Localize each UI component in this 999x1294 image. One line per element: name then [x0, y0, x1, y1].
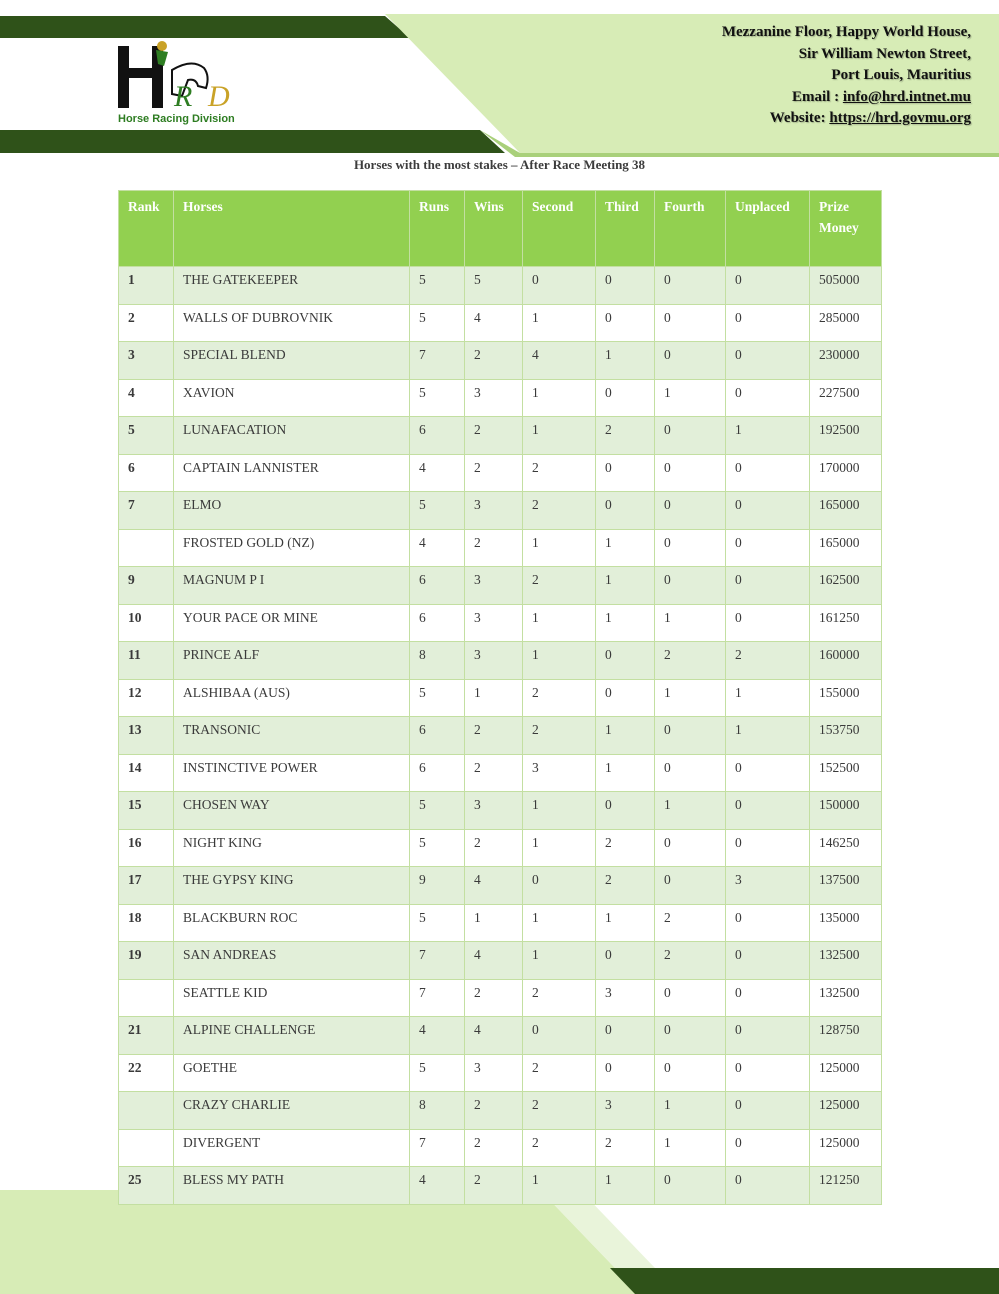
table-row [119, 267, 882, 305]
cell-unplaced: 0 [726, 1054, 810, 1092]
cell-fourth: 0 [655, 267, 726, 305]
cell-rank: 2 [119, 304, 174, 342]
cell-prize-money: 125000 [810, 1092, 882, 1130]
cell-wins: 3 [465, 792, 523, 830]
table-row [119, 1054, 882, 1092]
cell-prize-money: 132500 [810, 942, 882, 980]
cell-prize-money: 125000 [810, 1129, 882, 1167]
cell-third: 0 [596, 642, 655, 680]
cell-second: 1 [523, 604, 596, 642]
cell-runs: 7 [410, 979, 465, 1017]
cell-second: 0 [523, 867, 596, 905]
cell-runs: 5 [410, 829, 465, 867]
cell-third: 1 [596, 567, 655, 605]
cell-unplaced: 0 [726, 1167, 810, 1205]
table-row [119, 904, 882, 942]
table-row [119, 792, 882, 830]
cell-prize-money: 161250 [810, 604, 882, 642]
cell-second: 3 [523, 754, 596, 792]
cell-wins: 2 [465, 1092, 523, 1130]
cell-horse: THE GYPSY KING [174, 867, 410, 905]
cell-fourth: 1 [655, 604, 726, 642]
cell-prize-money: 160000 [810, 642, 882, 680]
cell-prize-money: 146250 [810, 829, 882, 867]
cell-rank [119, 979, 174, 1017]
cell-prize-money: 155000 [810, 679, 882, 717]
cell-unplaced: 0 [726, 1092, 810, 1130]
cell-fourth: 2 [655, 942, 726, 980]
cell-third: 0 [596, 1017, 655, 1055]
cell-horse: CRAZY CHARLIE [174, 1092, 410, 1130]
cell-runs: 5 [410, 379, 465, 417]
cell-second: 1 [523, 829, 596, 867]
cell-prize-money: 153750 [810, 717, 882, 755]
cell-runs: 9 [410, 867, 465, 905]
cell-runs: 5 [410, 267, 465, 305]
cell-runs: 5 [410, 492, 465, 530]
cell-runs: 4 [410, 454, 465, 492]
cell-runs: 6 [410, 417, 465, 455]
cell-runs: 7 [410, 1129, 465, 1167]
cell-rank: 15 [119, 792, 174, 830]
cell-rank: 12 [119, 679, 174, 717]
cell-wins: 3 [465, 1054, 523, 1092]
cell-wins: 4 [465, 867, 523, 905]
cell-wins: 2 [465, 754, 523, 792]
cell-unplaced: 0 [726, 829, 810, 867]
cell-rank: 13 [119, 717, 174, 755]
cell-unplaced: 0 [726, 529, 810, 567]
cell-third: 0 [596, 792, 655, 830]
cell-third: 0 [596, 492, 655, 530]
cell-prize-money: 162500 [810, 567, 882, 605]
cell-wins: 3 [465, 379, 523, 417]
cell-fourth: 0 [655, 717, 726, 755]
cell-horse: SPECIAL BLEND [174, 342, 410, 380]
cell-second: 2 [523, 1092, 596, 1130]
cell-runs: 7 [410, 942, 465, 980]
header-fourth: Fourth [655, 191, 726, 267]
table-row [119, 754, 882, 792]
cell-third: 1 [596, 604, 655, 642]
cell-runs: 5 [410, 1054, 465, 1092]
cell-horse: YOUR PACE OR MINE [174, 604, 410, 642]
cell-runs: 5 [410, 679, 465, 717]
cell-prize-money: 150000 [810, 792, 882, 830]
address-line-3: Port Louis, Mauritius [831, 67, 971, 83]
cell-runs: 6 [410, 567, 465, 605]
cell-prize-money: 227500 [810, 379, 882, 417]
cell-third: 3 [596, 1092, 655, 1130]
cell-third: 2 [596, 867, 655, 905]
cell-unplaced: 0 [726, 1129, 810, 1167]
cell-third: 0 [596, 942, 655, 980]
cell-third: 1 [596, 904, 655, 942]
email-label: Email : [792, 88, 843, 105]
cell-third: 1 [596, 754, 655, 792]
cell-fourth: 0 [655, 867, 726, 905]
document-title: Horses with the most stakes – After Race Meeting 38 [353, 157, 646, 172]
cell-rank: 5 [119, 417, 174, 455]
cell-wins: 3 [465, 604, 523, 642]
cell-horse: PRINCE ALF [174, 642, 410, 680]
logo-caption: Horse Racing Division [118, 113, 235, 125]
cell-unplaced: 0 [726, 942, 810, 980]
table-header-row [119, 191, 882, 267]
cell-runs: 8 [410, 1092, 465, 1130]
logo-h-left [118, 46, 129, 108]
cell-rank [119, 1129, 174, 1167]
website-link[interactable]: https://hrd.govmu.org [829, 110, 971, 126]
cell-horse: THE GATEKEEPER [174, 267, 410, 305]
header-runs: Runs [410, 191, 465, 267]
cell-third: 0 [596, 454, 655, 492]
table-row [119, 1017, 882, 1055]
cell-runs: 5 [410, 304, 465, 342]
logo-d-letter: D [208, 80, 230, 113]
cell-unplaced: 0 [726, 904, 810, 942]
cell-rank: 18 [119, 904, 174, 942]
cell-third: 1 [596, 1167, 655, 1205]
table-row [119, 1167, 882, 1205]
cell-unplaced: 0 [726, 304, 810, 342]
cell-runs: 6 [410, 754, 465, 792]
cell-third: 0 [596, 679, 655, 717]
cell-fourth: 1 [655, 679, 726, 717]
cell-horse: SEATTLE KID [174, 979, 410, 1017]
cell-runs: 7 [410, 342, 465, 380]
cell-rank: 7 [119, 492, 174, 530]
cell-horse: INSTINCTIVE POWER [174, 754, 410, 792]
email-link[interactable]: info@hrd.intnet.mu [842, 88, 971, 105]
cell-second: 1 [523, 304, 596, 342]
cell-second: 2 [523, 979, 596, 1017]
cell-wins: 4 [465, 304, 523, 342]
cell-rank: 1 [119, 267, 174, 305]
cell-rank: 6 [119, 454, 174, 492]
cell-horse: BLACKBURN ROC [174, 904, 410, 942]
table-row [119, 604, 882, 642]
cell-rank: 3 [119, 342, 174, 380]
cell-rank: 16 [119, 829, 174, 867]
cell-unplaced: 0 [726, 342, 810, 380]
cell-prize-money: 152500 [810, 754, 882, 792]
cell-horse: CAPTAIN LANNISTER [174, 454, 410, 492]
cell-third: 0 [596, 1054, 655, 1092]
cell-third: 0 [596, 267, 655, 305]
cell-rank: 14 [119, 754, 174, 792]
header-dark-band-bottom [0, 130, 505, 153]
cell-prize-money: 170000 [810, 454, 882, 492]
cell-unplaced: 0 [726, 979, 810, 1017]
table-row [119, 567, 882, 605]
cell-rank: 22 [119, 1054, 174, 1092]
cell-wins: 3 [465, 567, 523, 605]
cell-horse: DIVERGENT [174, 1129, 410, 1167]
table-row [119, 1129, 882, 1167]
cell-prize-money: 230000 [810, 342, 882, 380]
cell-fourth: 0 [655, 1017, 726, 1055]
cell-horse: NIGHT KING [174, 829, 410, 867]
cell-second: 2 [523, 1054, 596, 1092]
cell-wins: 2 [465, 454, 523, 492]
cell-prize-money: 192500 [810, 417, 882, 455]
cell-unplaced: 0 [726, 604, 810, 642]
table-row [119, 529, 882, 567]
cell-unplaced: 0 [726, 792, 810, 830]
cell-horse: TRANSONIC [174, 717, 410, 755]
cell-runs: 6 [410, 717, 465, 755]
table-row [119, 717, 882, 755]
header-second: Second [523, 191, 596, 267]
cell-prize-money: 137500 [810, 867, 882, 905]
address-line-2: Sir William Newton Street, [798, 45, 971, 62]
cell-unplaced: 0 [726, 754, 810, 792]
cell-unplaced: 0 [726, 567, 810, 605]
cell-third: 1 [596, 342, 655, 380]
cell-rank [119, 529, 174, 567]
logo-r-letter: R [174, 80, 193, 113]
cell-prize-money: 128750 [810, 1017, 882, 1055]
cell-prize-money: 165000 [810, 529, 882, 567]
cell-runs: 8 [410, 642, 465, 680]
cell-fourth: 0 [655, 829, 726, 867]
email-row [722, 87, 971, 109]
cell-horse: WALLS OF DUBROVNIK [174, 304, 410, 342]
footer-pale-panel [0, 1190, 640, 1294]
table-row [119, 979, 882, 1017]
cell-prize-money: 505000 [810, 267, 882, 305]
cell-runs: 6 [410, 604, 465, 642]
header-wins: Wins [465, 191, 523, 267]
cell-fourth: 1 [655, 379, 726, 417]
cell-rank: 25 [119, 1167, 174, 1205]
cell-third: 3 [596, 979, 655, 1017]
cell-wins: 1 [465, 679, 523, 717]
table-row [119, 304, 882, 342]
header-unplaced: Unplaced [726, 191, 810, 267]
cell-second: 1 [523, 379, 596, 417]
cell-second: 2 [523, 1129, 596, 1167]
cell-runs: 5 [410, 904, 465, 942]
table-row [119, 867, 882, 905]
cell-horse: FROSTED GOLD (NZ) [174, 529, 410, 567]
cell-third: 2 [596, 417, 655, 455]
cell-runs: 4 [410, 529, 465, 567]
cell-second: 1 [523, 642, 596, 680]
cell-rank: 17 [119, 867, 174, 905]
cell-rank [119, 1092, 174, 1130]
stakes-table [118, 190, 882, 1205]
website-label: Website: [769, 110, 830, 126]
cell-horse: ALSHIBAA (AUS) [174, 679, 410, 717]
table-row [119, 492, 882, 530]
cell-third: 0 [596, 379, 655, 417]
cell-prize-money: 125000 [810, 1054, 882, 1092]
cell-unplaced: 1 [726, 417, 810, 455]
cell-second: 2 [523, 567, 596, 605]
cell-fourth: 0 [655, 492, 726, 530]
table-body [119, 267, 882, 1205]
cell-second: 2 [523, 679, 596, 717]
cell-fourth: 2 [655, 904, 726, 942]
cell-second: 1 [523, 417, 596, 455]
cell-unplaced: 0 [726, 267, 810, 305]
cell-prize-money: 135000 [810, 904, 882, 942]
cell-horse: ELMO [174, 492, 410, 530]
cell-rank: 11 [119, 642, 174, 680]
cell-unplaced: 2 [726, 642, 810, 680]
table-row [119, 417, 882, 455]
website-row [722, 108, 971, 130]
cell-wins: 3 [465, 642, 523, 680]
cell-wins: 3 [465, 492, 523, 530]
cell-wins: 1 [465, 904, 523, 942]
cell-wins: 2 [465, 829, 523, 867]
cell-rank: 21 [119, 1017, 174, 1055]
cell-wins: 2 [465, 1129, 523, 1167]
cell-unplaced: 1 [726, 717, 810, 755]
cell-second: 1 [523, 904, 596, 942]
cell-unplaced: 0 [726, 492, 810, 530]
cell-fourth: 0 [655, 1054, 726, 1092]
header-horses: Horses [174, 191, 410, 267]
cell-fourth: 0 [655, 754, 726, 792]
cell-wins: 2 [465, 342, 523, 380]
cell-fourth: 0 [655, 979, 726, 1017]
cell-third: 2 [596, 829, 655, 867]
cell-second: 0 [523, 267, 596, 305]
cell-fourth: 0 [655, 304, 726, 342]
cell-second: 1 [523, 1167, 596, 1205]
cell-wins: 2 [465, 529, 523, 567]
cell-prize-money: 285000 [810, 304, 882, 342]
cell-horse: ALPINE CHALLENGE [174, 1017, 410, 1055]
cell-rank: 4 [119, 379, 174, 417]
cell-unplaced: 3 [726, 867, 810, 905]
cell-second: 1 [523, 792, 596, 830]
cell-wins: 2 [465, 717, 523, 755]
cell-unplaced: 1 [726, 679, 810, 717]
header-third: Third [596, 191, 655, 267]
table-row [119, 342, 882, 380]
table-row [119, 942, 882, 980]
cell-third: 2 [596, 1129, 655, 1167]
cell-third: 1 [596, 529, 655, 567]
cell-rank: 10 [119, 604, 174, 642]
cell-third: 1 [596, 717, 655, 755]
table-row [119, 379, 882, 417]
cell-second: 1 [523, 942, 596, 980]
cell-unplaced: 0 [726, 379, 810, 417]
cell-rank: 9 [119, 567, 174, 605]
cell-fourth: 0 [655, 567, 726, 605]
cell-wins: 2 [465, 979, 523, 1017]
cell-horse: XAVION [174, 379, 410, 417]
cell-prize-money: 132500 [810, 979, 882, 1017]
cell-horse: SAN ANDREAS [174, 942, 410, 980]
cell-fourth: 0 [655, 454, 726, 492]
cell-second: 2 [523, 492, 596, 530]
table-row [119, 679, 882, 717]
table-row [119, 1092, 882, 1130]
cell-fourth: 0 [655, 1167, 726, 1205]
cell-horse: MAGNUM P I [174, 567, 410, 605]
cell-fourth: 2 [655, 642, 726, 680]
cell-rank: 19 [119, 942, 174, 980]
cell-horse: LUNAFACATION [174, 417, 410, 455]
address-block [722, 22, 971, 130]
cell-fourth: 1 [655, 792, 726, 830]
cell-wins: 4 [465, 1017, 523, 1055]
cell-second: 1 [523, 529, 596, 567]
cell-prize-money: 121250 [810, 1167, 882, 1205]
cell-runs: 4 [410, 1017, 465, 1055]
table-row [119, 829, 882, 867]
cell-unplaced: 0 [726, 454, 810, 492]
cell-fourth: 1 [655, 1129, 726, 1167]
cell-unplaced: 0 [726, 1017, 810, 1055]
logo-jockey-head [157, 41, 167, 51]
header-dark-band-top [0, 16, 410, 38]
cell-fourth: 0 [655, 529, 726, 567]
cell-horse: BLESS MY PATH [174, 1167, 410, 1205]
cell-wins: 2 [465, 1167, 523, 1205]
cell-horse: GOETHE [174, 1054, 410, 1092]
table-row [119, 642, 882, 680]
address-line-1: Mezzanine Floor, Happy World House, [721, 24, 971, 40]
cell-second: 0 [523, 1017, 596, 1055]
cell-prize-money: 165000 [810, 492, 882, 530]
header-prize-money: Prize Money [810, 191, 882, 267]
cell-wins: 4 [465, 942, 523, 980]
cell-third: 0 [596, 304, 655, 342]
cell-second: 2 [523, 717, 596, 755]
cell-runs: 4 [410, 1167, 465, 1205]
logo-h-bar [129, 68, 152, 78]
cell-wins: 5 [465, 267, 523, 305]
cell-second: 2 [523, 454, 596, 492]
table-row [119, 454, 882, 492]
cell-second: 4 [523, 342, 596, 380]
cell-runs: 5 [410, 792, 465, 830]
cell-fourth: 0 [655, 417, 726, 455]
cell-fourth: 1 [655, 1092, 726, 1130]
cell-horse: CHOSEN WAY [174, 792, 410, 830]
cell-fourth: 0 [655, 342, 726, 380]
header-rank: Rank [119, 191, 174, 267]
footer-dark-band [610, 1268, 999, 1294]
cell-wins: 2 [465, 417, 523, 455]
